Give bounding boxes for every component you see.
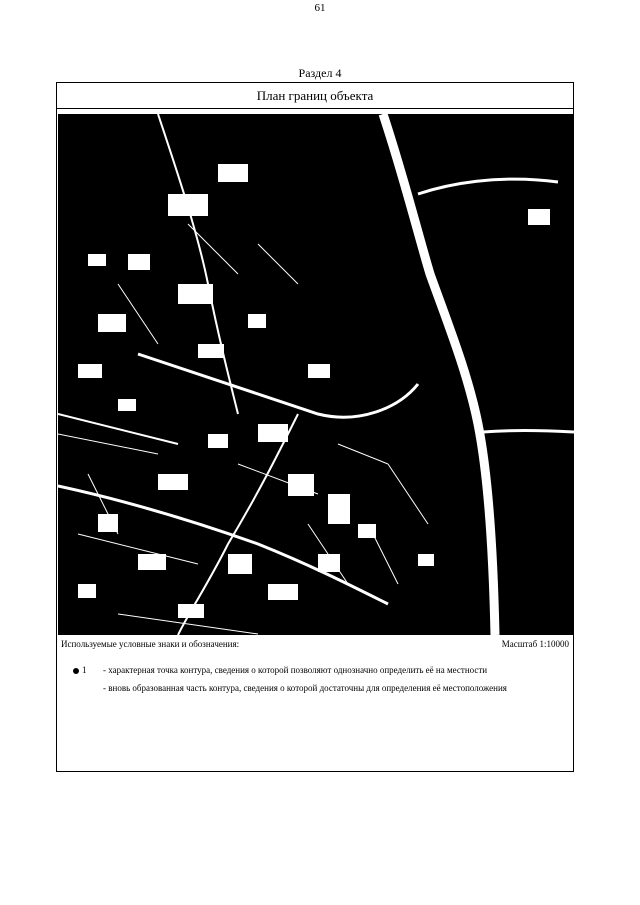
section-title: Раздел 4 — [298, 66, 342, 80]
legend-point-number: 1 — [82, 665, 87, 675]
plan-title: План границ объекта — [57, 83, 573, 109]
map-scale: Масштаб 1:10000 — [501, 639, 569, 649]
plan-frame — [56, 82, 574, 772]
satellite-map-image — [58, 114, 574, 635]
page-number: 61 — [314, 2, 326, 14]
legend-heading: Используемые условные знаки и обозначения: — [61, 639, 240, 649]
legend-contour-text: - вновь образованная часть контура, сведения о которой достаточны для определения её местоположения — [103, 683, 507, 693]
satellite-map — [58, 114, 574, 635]
boundary-point-icon — [73, 668, 79, 674]
legend-point-text: - характерная точка контура, сведения о которой позволяют однозначно определить её на местности — [103, 665, 488, 675]
